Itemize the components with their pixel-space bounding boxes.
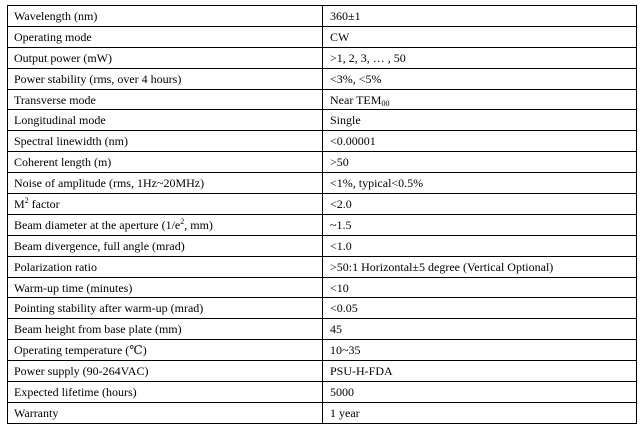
value-cell: <3%, <5% (323, 68, 637, 89)
parameter-cell: Operating temperature (℃) (8, 340, 323, 361)
table-row (8, 277, 637, 298)
parameter-cell: Warm-up time (minutes) (8, 277, 323, 298)
value-cell: <1.0 (323, 235, 637, 256)
table-row (8, 47, 637, 68)
parameter-cell: Output power (mW) (8, 47, 323, 68)
parameter-cell: Beam height from base plate (mm) (8, 319, 323, 340)
value-cell (323, 89, 637, 110)
parameter-text: , mm) (184, 217, 213, 232)
value-cell: Single (323, 110, 637, 131)
value-cell: 10~35 (323, 340, 637, 361)
table-row (8, 319, 637, 340)
parameter-cell: Transverse mode (8, 89, 323, 110)
parameter-cell: Polarization ratio (8, 256, 323, 277)
superscript: 2 (180, 216, 185, 226)
parameter-cell: Beam divergence, full angle (mrad) (8, 235, 323, 256)
value-cell: 1 year (323, 402, 637, 423)
parameter-cell (8, 194, 323, 215)
value-cell: >50:1 Horizontal±5 degree (Vertical Optional) (323, 256, 637, 277)
table-row (8, 214, 637, 235)
table-row (8, 6, 637, 27)
table-row (8, 235, 637, 256)
parameter-cell: Longitudinal mode (8, 110, 323, 131)
parameter-cell: Power stability (rms, over 4 hours) (8, 68, 323, 89)
subscript: 00 (381, 98, 390, 108)
value-cell: <0.05 (323, 298, 637, 319)
value-cell: ~1.5 (323, 214, 637, 235)
parameter-cell: Noise of amplitude (rms, 1Hz~20MHz) (8, 173, 323, 194)
parameter-cell: Pointing stability after warm-up (mrad) (8, 298, 323, 319)
value-cell: CW (323, 26, 637, 47)
parameter-cell: Expected lifetime (hours) (8, 382, 323, 403)
parameter-text: M (14, 196, 25, 211)
value-cell: <0.00001 (323, 131, 637, 152)
table-row (8, 131, 637, 152)
table-row (8, 298, 637, 319)
parameter-cell: Spectral linewidth (nm) (8, 131, 323, 152)
parameter-cell: Coherent length (m) (8, 152, 323, 173)
table-row (8, 26, 637, 47)
table-row (8, 340, 637, 361)
value-cell: 5000 (323, 382, 637, 403)
value-cell: >50 (323, 152, 637, 173)
value-cell: 45 (323, 319, 637, 340)
table-row (8, 152, 637, 173)
value-cell: 360±1 (323, 6, 637, 27)
parameter-cell (8, 214, 323, 235)
value-cell: >1, 2, 3, … , 50 (323, 47, 637, 68)
table-row (8, 89, 637, 110)
parameter-cell: Power supply (90-264VAC) (8, 361, 323, 382)
superscript: 2 (24, 195, 29, 205)
table-row (8, 194, 637, 215)
value-cell: <1%, typical<0.5% (323, 173, 637, 194)
parameter-cell: Wavelength (nm) (8, 6, 323, 27)
specification-table-body (8, 6, 637, 424)
value-text: Near TEM (330, 92, 382, 107)
parameter-cell: Operating mode (8, 26, 323, 47)
value-cell: PSU-H-FDA (323, 361, 637, 382)
value-cell: <2.0 (323, 194, 637, 215)
specification-table (7, 5, 637, 424)
parameter-cell: Warranty (8, 402, 323, 423)
table-row (8, 68, 637, 89)
value-cell: <10 (323, 277, 637, 298)
table-row (8, 110, 637, 131)
table-row (8, 382, 637, 403)
table-row (8, 402, 637, 423)
parameter-text: Beam diameter at the aperture (1/e (14, 217, 181, 232)
table-row (8, 256, 637, 277)
table-row (8, 173, 637, 194)
table-row (8, 361, 637, 382)
parameter-text: factor (28, 196, 60, 211)
